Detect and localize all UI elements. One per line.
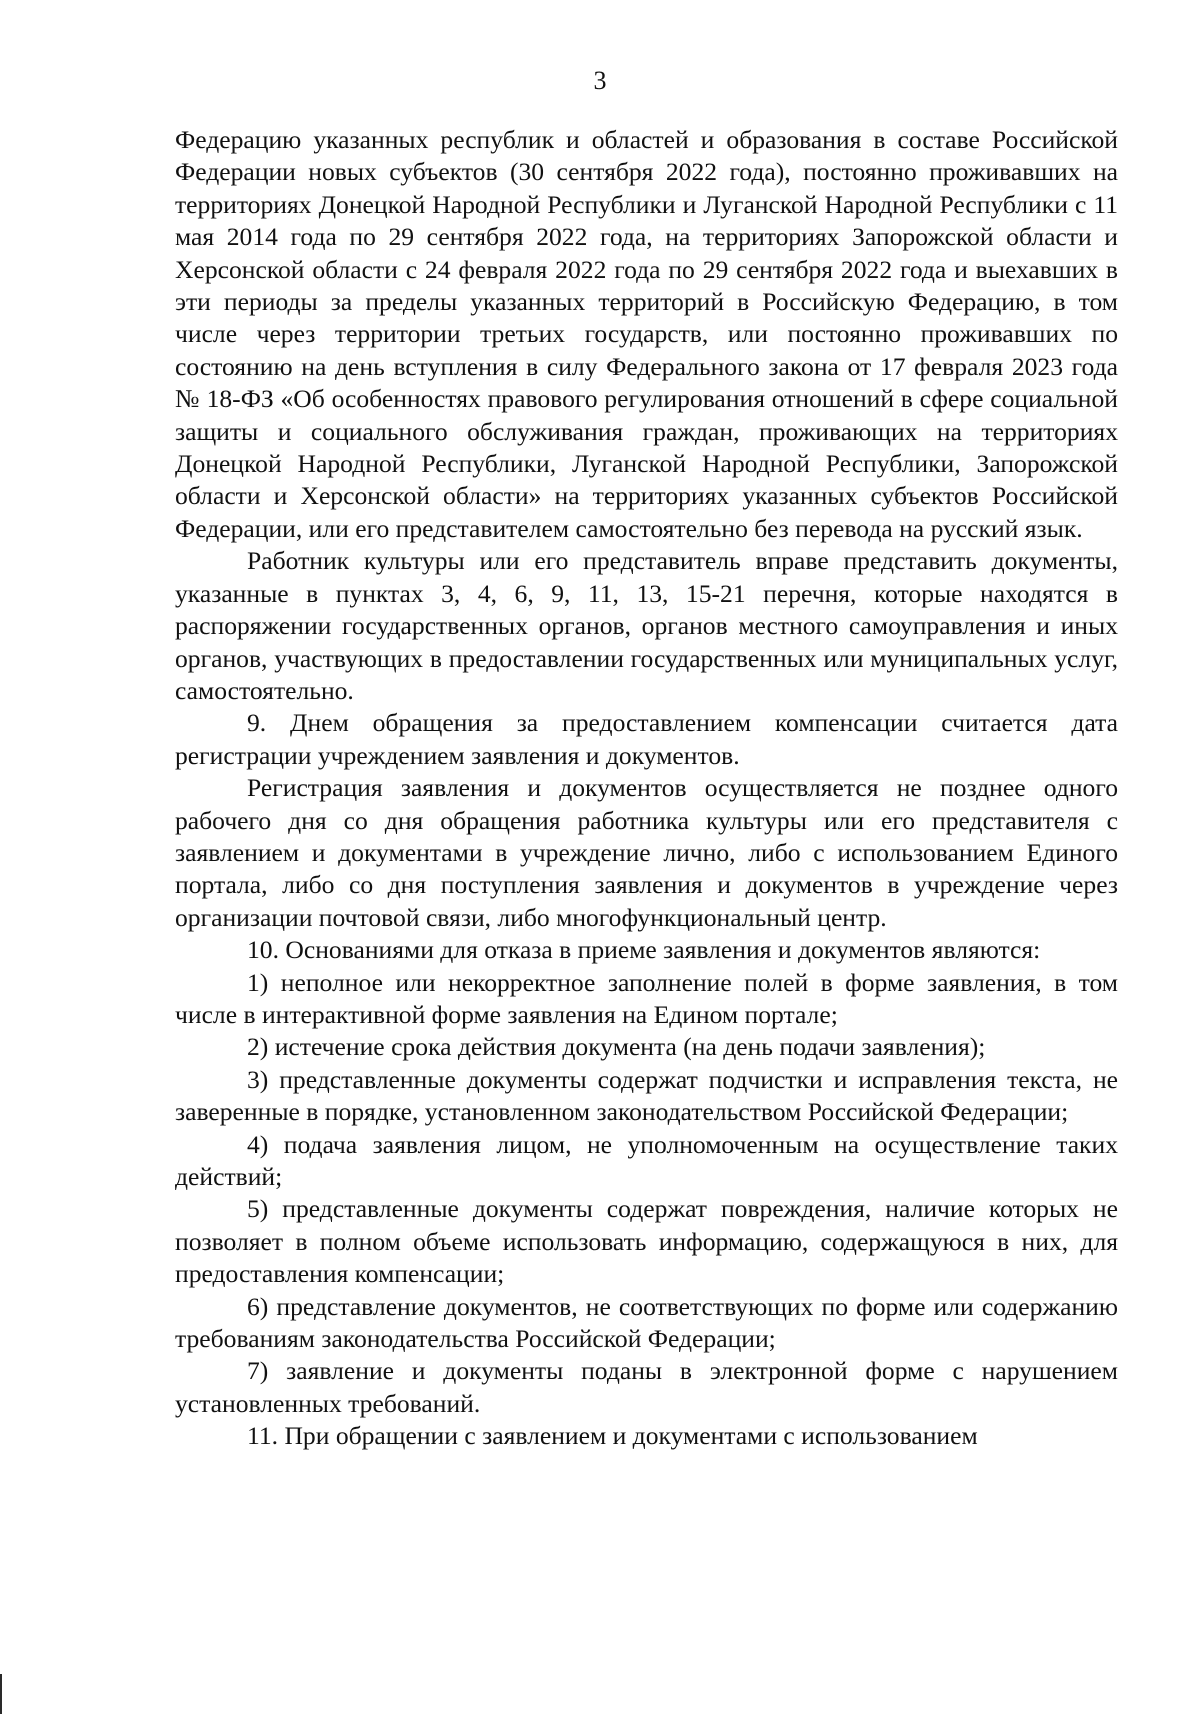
paragraph-clause-10: 10. Основаниями для отказа в приеме заявления и документов являются: bbox=[247, 935, 1041, 965]
paragraph-clause-11: 11. При обращении с заявлением и документами с использованием bbox=[247, 1421, 978, 1451]
list-item-4: 4) подача заявления лицом, не уполномоченным на осуществление таких действий; bbox=[175, 1129, 1118, 1191]
paragraph-registration: Регистрация заявления и документов осуществляется не позднее одного рабочего дня со дня обращения работника культуры или его представителя с заявлением и документами в учреждение лично, либо с использованием Единого портала, либо со дня поступления заявления и документов в учреждение через организации почтовой связи, либо многофункциональный центр. bbox=[175, 773, 1118, 932]
paragraph-representative-rights: Работник культуры или его представитель вправе представить документы, указанные в пунктах 3, 4, 6, 9, 11, 13, 15-21 перечня, которые находятся в распоряжении государственных органов, органов местного самоуправления и иных органов, участвующих в предоставлении государственных или муниципальных услуг, самостоятельно. bbox=[175, 546, 1118, 705]
list-item-7: 7) заявление и документы поданы в электронной форме с нарушением установленных требований. bbox=[175, 1356, 1118, 1418]
list-item-5: 5) представленные документы содержат повреждения, наличие которых не позволяет в полном объеме использовать информацию, содержащуюся в них, для предоставления компенсации; bbox=[175, 1194, 1118, 1289]
paragraph-continuation: Федерацию указанных республик и областей и образования в составе Российской Федерации новых субъектов (30 сентября 2022 года), постоянно проживавших на территориях Донецкой Народной Республики и Луганской Народной Республики с 11 мая 2014 года по 29 сентября 2022 года, на территориях Запорожской области и Херсонской области с 24 февраля 2022 года по 29 сентября 2022 года и выехавших в эти периоды за пределы указанных территорий в Российскую Федерацию, в том числе через территории третьих государств, или постоянно проживавших по состоянию на день вступления в силу Федерального закона от 17 февраля 2023 года № 18-ФЗ «Об особенностях правового регулирования отношений в сфере социальной защиты и социального обслуживания граждан, проживающих на территориях Донецкой Народной Республики, Луганской Народной Республики, Запорожской области и Херсонской области» на территориях указанных субъектов Российской Федерации, или его представителем самостоятельно без перевода на русский язык. bbox=[175, 125, 1118, 543]
scan-edge-mark bbox=[0, 1674, 2, 1714]
list-item-3: 3) представленные документы содержат подчистки и исправления текста, не заверенные в порядке, установленном законодательством Российской Федерации; bbox=[175, 1064, 1118, 1127]
paragraph-clause-9: 9. Днем обращения за предоставлением компенсации считается дата регистрации учреждением заявления и документов. bbox=[175, 708, 1118, 770]
list-item-1: 1) неполное или некорректное заполнение полей в форме заявления, в том числе в интерактивной форме заявления на Едином портале; bbox=[175, 967, 1118, 1029]
document-body bbox=[175, 124, 1118, 1453]
page-number: 3 bbox=[593, 66, 607, 95]
list-item-2: 2) истечение срока действия документа (на день подачи заявления); bbox=[247, 1032, 986, 1062]
list-item-6: 6) представление документов, не соответствующих по форме или содержанию требованиям законодательства Российской Федерации; bbox=[175, 1291, 1118, 1354]
